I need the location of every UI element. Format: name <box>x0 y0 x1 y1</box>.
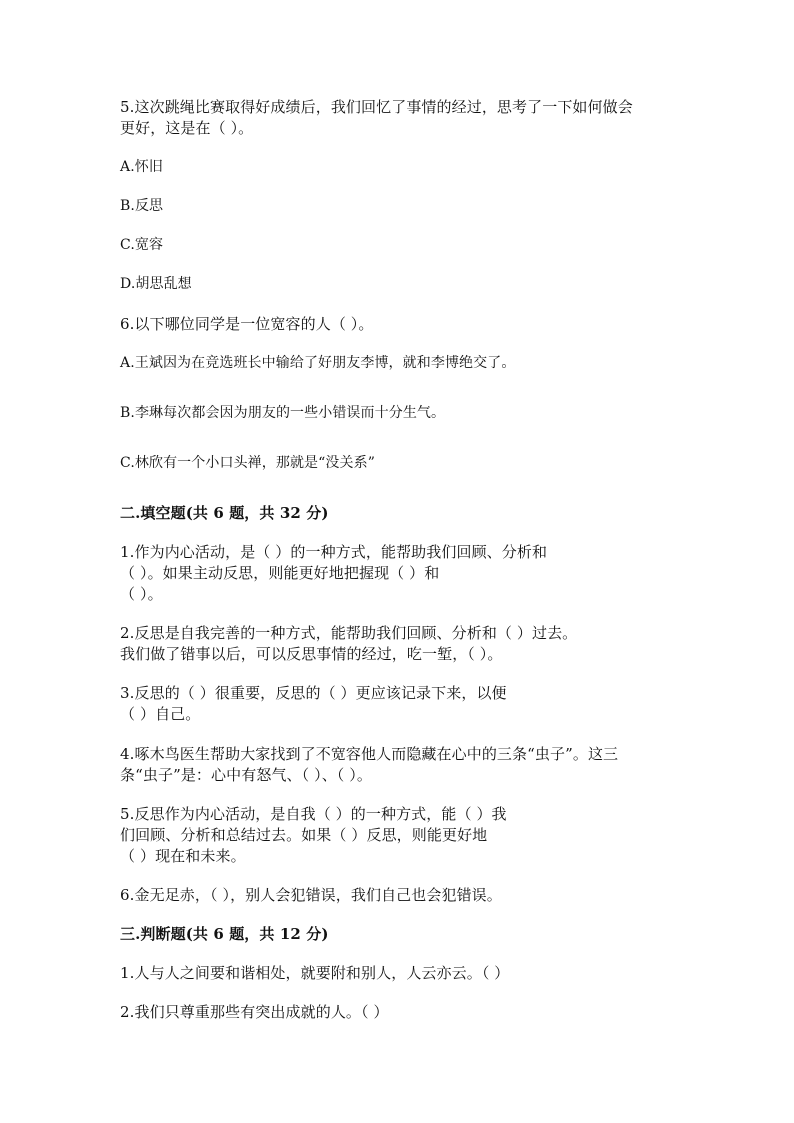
fill-q2-line-1: 2.反思是自我完善的一种方式，能帮助我们回顾、分析和（ ）过去。 <box>120 624 578 642</box>
tf-q2: 2.我们只尊重那些有突出成就的人。（ ） <box>120 1003 389 1021</box>
fill-q5-line-1: 5.反思作为内心活动，是自我（ ）的一种方式，能（ ）我 <box>120 805 507 823</box>
q6-stem: 6.以下哪位同学是一位宽容的人（ ）。 <box>120 315 374 333</box>
q5-stem-line-2: 更好，这是在（ ）。 <box>120 119 254 137</box>
fill-q1-line-3: （ ）。 <box>120 585 163 603</box>
q6-option-a: A.王斌因为在竞选班长中输给了好朋友李博，就和李博绝交了。 <box>120 355 516 371</box>
fill-q1-line-1: 1.作为内心活动，是（ ）的一种方式，能帮助我们回顾、分析和 <box>120 543 548 561</box>
true-false-section-heading: 三.判断题(共 6 题，共 12 分) <box>120 925 329 943</box>
q5-option-b: B.反思 <box>120 198 164 214</box>
fill-q4-line-2: 条“虫子”是：心中有怒气、（ ）、（ ）。 <box>120 766 372 784</box>
fill-q2-line-2: 我们做了错事以后，可以反思事情的经过，吃一堑，（ ）。 <box>120 645 503 663</box>
fill-q6-line-1: 6.金无足赤，（ ），别人会犯错误，我们自己也会犯错误。 <box>120 886 502 904</box>
q5-option-c: C.宽容 <box>120 237 164 253</box>
q5-stem-line-1: 5.这次跳绳比赛取得好成绩后，我们回忆了事情的经过，思考了一下如何做会 <box>120 98 633 116</box>
fill-q5-line-2: 们回顾、分析和总结过去。如果（ ）反思，则能更好地 <box>120 826 488 844</box>
q6-option-c: C.林欣有一个小口头禅，那就是“没关系” <box>120 455 375 471</box>
fill-q1-line-2: （ ）。如果主动反思，则能更好地把握现（ ）和 <box>120 564 440 582</box>
q5-option-a: A.怀旧 <box>120 159 163 175</box>
tf-q1: 1.人与人之间要和谐相处，就要附和别人，人云亦云。（ ） <box>120 964 510 982</box>
q6-option-b: B.李琳每次都会因为朋友的一些小错误而十分生气。 <box>120 405 446 421</box>
q5-option-d: D.胡思乱想 <box>120 276 192 292</box>
fill-blank-section-heading: 二.填空题(共 6 题，共 32 分) <box>120 504 329 522</box>
fill-q3-line-2: （ ）自己。 <box>120 705 201 723</box>
fill-q5-line-3: （ ）现在和未来。 <box>120 847 246 865</box>
fill-q4-line-1: 4.啄木鸟医生帮助大家找到了不宽容他人而隐藏在心中的三条“虫子”。这三 <box>120 745 619 763</box>
fill-q3-line-1: 3.反思的（ ）很重要，反思的（ ）更应该记录下来，以便 <box>120 684 507 702</box>
